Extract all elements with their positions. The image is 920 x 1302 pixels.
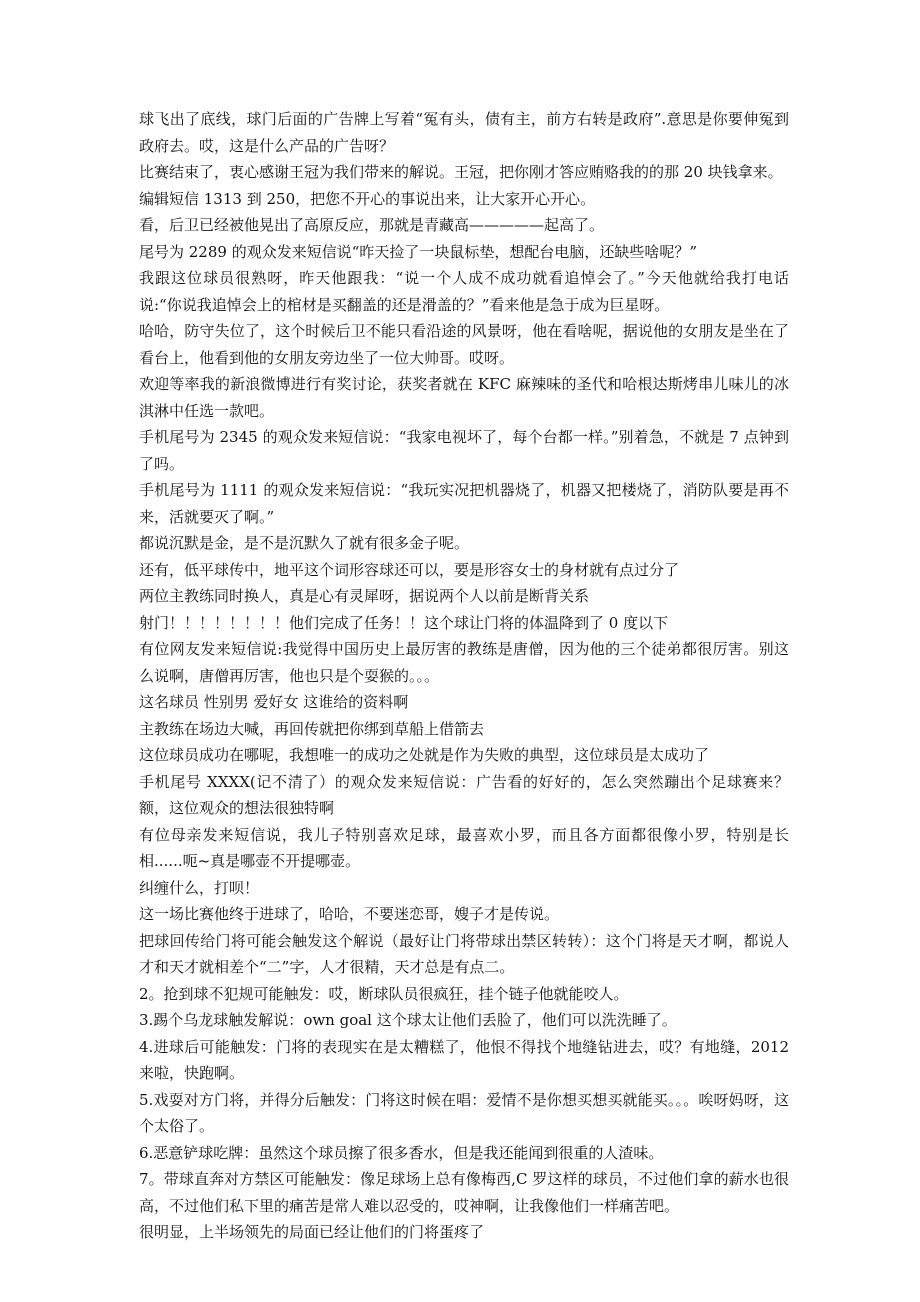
paragraph: 这位球员成功在哪呢，我想唯一的成功之处就是作为失败的典型，这位球员是太成功了 xyxy=(139,746,710,764)
paragraph: 主教练在场边大喊，再回传就把你绑到草船上借箭去 xyxy=(139,719,485,738)
paragraph: 这一场比赛他终于进球了，哈哈，不要迷恋哥，嫂子才是传说。 xyxy=(139,905,560,923)
paragraph: 纠缠什么，打呗！ xyxy=(139,878,260,897)
paragraph: 哈哈，防守失位了，这个时候后卫不能只看沿途的风景呀，他在看啥呢，据说他的女朋友是坐在了看台上，他看到他的女朋友旁边坐了一位大帅哥。哎呀。 xyxy=(139,322,789,367)
paragraph: 两位主教练同时换人，真是心有灵犀呀，据说两个人以前是断背关系 xyxy=(139,587,590,605)
paragraph: 射门！！！！！！！！他们完成了任务！！这个球让门将的体温降到了 0 度以下 xyxy=(139,613,669,632)
paragraph: 5.戏耍对方门将，并得分后触发：门将这时候在唱：爱情不是你想买想买就能买。。。唉呀妈呀，这个太俗了。 xyxy=(139,1090,789,1135)
paragraph: 有位母亲发来短信说，我儿子特别喜欢足球，最喜欢小罗，而且各方面都很像小罗，特别是长相......呃~真是哪壶不开提哪壶。 xyxy=(139,825,789,870)
paragraph: 7。带球直奔对方禁区可能触发：像足球场上总有像梅西,C 罗这样的球员，不过他们拿的薪水也很高，不过他们私下里的痛苦是常人难以忍受的，哎神啊，让我像他们一样痛苦吧。 xyxy=(139,1170,789,1215)
paragraph: 尾号为 2289 的观众发来短信说“昨天捡了一块鼠标垫，想配台电脑，还缺些啥呢？” xyxy=(139,242,698,261)
paragraph: 6.恶意铲球吃牌：虽然这个球员擦了很多香水，但是我还能闻到很重的人渣味。 xyxy=(139,1143,664,1162)
paragraph: 这名球员 性别男 爱好女 这谁给的资料啊 xyxy=(139,693,409,711)
paragraph: 手机尾号为 1111 的观众发来短信说：“我玩实况把机器烧了，机器又把楼烧了，消防队要是再不来，活就要灭了啊。” xyxy=(139,481,789,526)
paragraph: 手机尾号为 2345 的观众发来短信说：“我家电视坏了，每个台都一样。”别着急，不就是 7 点钟到了吗。 xyxy=(139,428,789,473)
paragraph: 都说沉默是金，是不是沉默久了就有很多金子呢。 xyxy=(139,534,470,552)
paragraph: 编辑短信 1313 到 250，把您不开心的事说出来，让大家开心开心。 xyxy=(139,189,596,208)
paragraph: 球飞出了底线，球门后面的广告牌上写着“冤有头，债有主，前方右转是政府”.意思是你要伸冤到政府去。哎，这是什么产品的广告呀？ xyxy=(139,110,789,155)
paragraph: 手机尾号 XXXX(记不清了）的观众发来短信说：广告看的好好的，怎么突然蹦出个足球赛来？额，这位观众的想法很独特啊 xyxy=(139,772,789,817)
paragraph: 看，后卫已经被他晃出了高原反应，那就是青藏高—————起高了。 xyxy=(139,216,605,234)
paragraph: 很明显，上半场领先的局面已经让他们的门将蛋疼了 xyxy=(139,1223,485,1241)
paragraph: 把球回传给门将可能会触发这个解说（最好让门将带球出禁区转转）：这个门将是天才啊，都说人才和天才就相差个“二”字，人才很精，天才总是有点二。 xyxy=(139,931,789,976)
paragraph: 欢迎等率我的新浪微博进行有奖讨论，获奖者就在 KFC 麻辣味的圣代和哈根达斯烤串儿味儿的冰淇淋中任选一款吧。 xyxy=(139,375,789,420)
paragraph: 还有，低平球传中，地平这个词形容球还可以，要是形容女士的身材就有点过分了 xyxy=(139,560,680,579)
paragraph: 我跟这位球员很熟呀，昨天他跟我：“说一个人成不成功就看追悼会了。”今天他就给我打电话说:“你说我追悼会上的棺材是买翻盖的还是滑盖的？”看来他是急于成为巨星呀。 xyxy=(139,269,789,314)
paragraph: 3.踢个乌龙球触发解说：own goal 这个球太让他们丢脸了，他们可以洗洗睡了。 xyxy=(139,1011,677,1029)
paragraph: 有位网友发来短信说:我觉得中国历史上最厉害的教练是唐僧，因为他的三个徒弟都很厉害。别这么说啊，唐僧再厉害，他也只是个耍猴的。。。 xyxy=(139,640,789,685)
paragraph: 4.进球后可能触发：门将的表现实在是太糟糕了，他恨不得找个地缝钻进去，哎？有地缝，2012 来啦，快跑啊。 xyxy=(139,1037,789,1082)
paragraph: 比赛结束了，衷心感谢王冠为我们带来的解说。王冠，把你刚才答应贿赂我的的那 20 块钱拿来。 xyxy=(139,163,783,181)
paragraph: 2。抢到球不犯规可能触发：哎，断球队员很疯狂，挂个链子他就能咬人。 xyxy=(139,984,629,1003)
document-body xyxy=(139,106,789,1246)
